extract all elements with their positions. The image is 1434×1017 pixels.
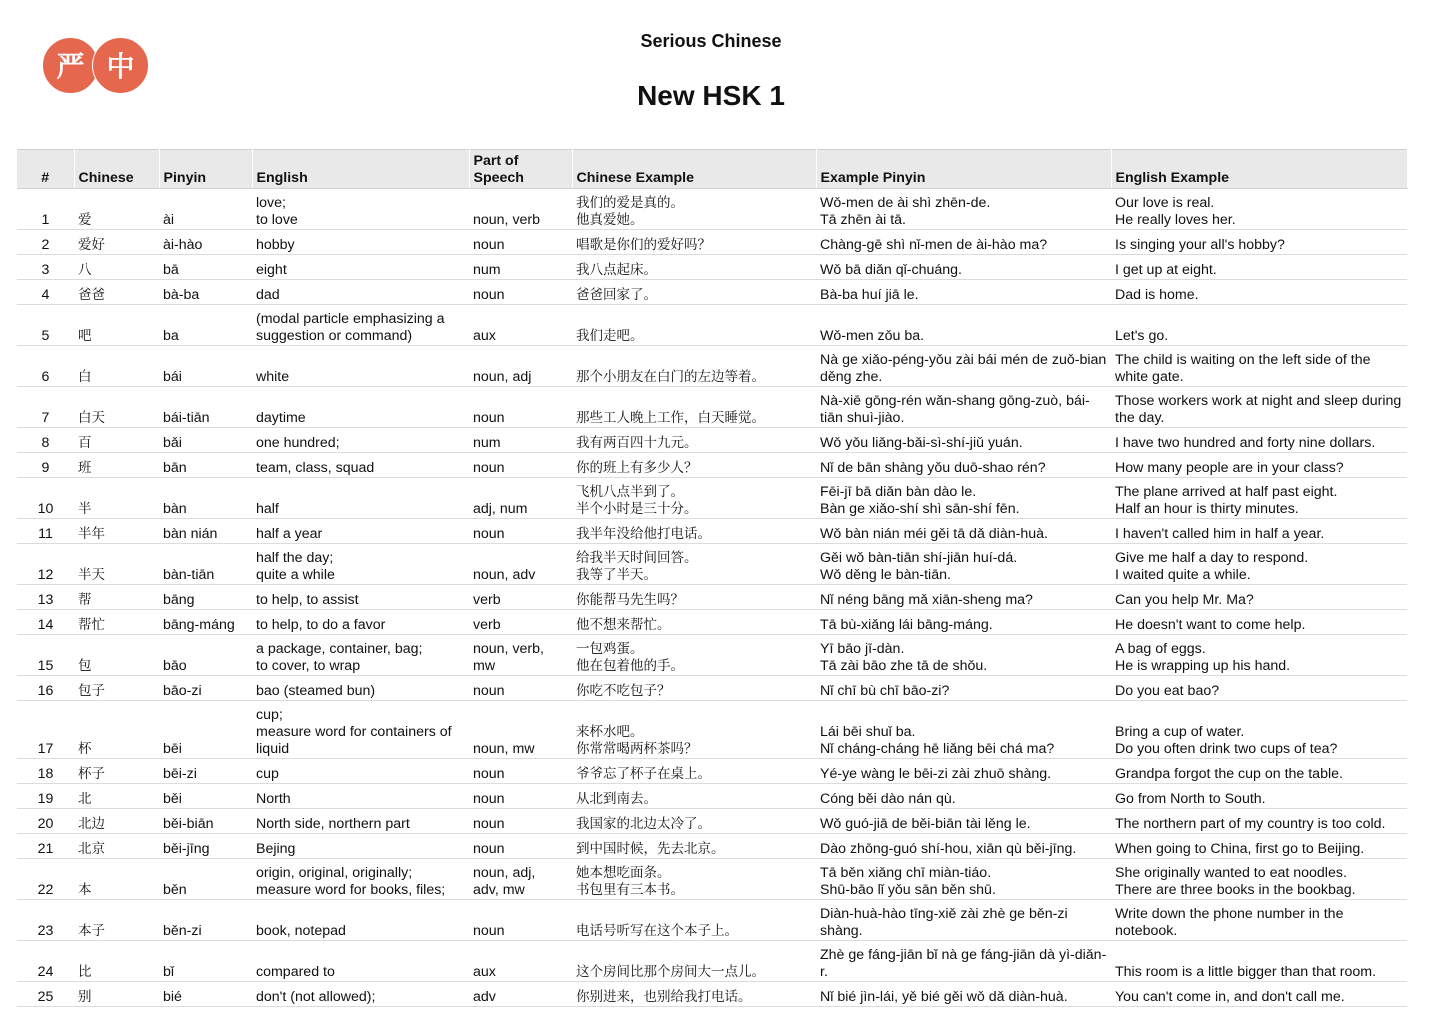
- cell-chinese: 包子: [74, 676, 159, 701]
- cell-chinese: 本子: [74, 900, 159, 941]
- table-row: [17, 230, 1407, 255]
- cell-chinese-example: 你吃不吃包子？: [572, 676, 816, 701]
- cell-pinyin: bàn: [159, 478, 252, 519]
- cell-part-of-speech: verb: [469, 585, 572, 610]
- table-row: [17, 982, 1407, 1007]
- cell-chinese: 比: [74, 941, 159, 982]
- cell-english: to help, to assist: [252, 585, 469, 610]
- cell-english: dad: [252, 280, 469, 305]
- cell-pinyin: běi-jīng: [159, 834, 252, 859]
- cell-example-pinyin: Bà-ba huí jiā le.: [816, 280, 1111, 305]
- cell-english-example: The northern part of my country is too cold.: [1111, 809, 1407, 834]
- table-row: [17, 610, 1407, 635]
- cell-number: 13: [17, 585, 74, 610]
- cell-english-example: The plane arrived at half past eight. Half an hour is thirty minutes.: [1111, 478, 1407, 519]
- cell-example-pinyin: Nà-xiē gōng-rén wǎn-shang gōng-zuò, bái-tiān shuì-jiào.: [816, 387, 1111, 428]
- cell-chinese: 爱: [74, 189, 159, 230]
- cell-english: half the day; quite a while: [252, 544, 469, 585]
- cell-english: white: [252, 346, 469, 387]
- cell-chinese: 百: [74, 428, 159, 453]
- cell-part-of-speech: noun: [469, 453, 572, 478]
- cell-pinyin: bāo: [159, 635, 252, 676]
- column-header: Chinese Example: [572, 150, 816, 189]
- cell-pinyin: bái-tiān: [159, 387, 252, 428]
- table-row: [17, 676, 1407, 701]
- cell-number: 6: [17, 346, 74, 387]
- cell-number: 21: [17, 834, 74, 859]
- cell-english-example: This room is a little bigger than that room.: [1111, 941, 1407, 982]
- cell-english-example: I haven't called him in half a year.: [1111, 519, 1407, 544]
- cell-example-pinyin: Tā běn xiǎng chī miàn-tiáo. Shū-bāo lǐ yǒu sān běn shū.: [816, 859, 1111, 900]
- table-row: [17, 428, 1407, 453]
- cell-example-pinyin: Lái bēi shuǐ ba. Nǐ cháng-cháng hē liǎng bēi chá ma?: [816, 701, 1111, 759]
- cell-english-example: Is singing your all's hobby?: [1111, 230, 1407, 255]
- cell-example-pinyin: Fēi-jī bā diǎn bàn dào le. Bàn ge xiǎo-shí shì sān-shí fēn.: [816, 478, 1111, 519]
- cell-chinese: 半: [74, 478, 159, 519]
- cell-chinese-example: 他不想来帮忙。: [572, 610, 816, 635]
- cell-part-of-speech: noun: [469, 809, 572, 834]
- cell-english-example: You can't come in, and don't call me.: [1111, 982, 1407, 1007]
- cell-english: North: [252, 784, 469, 809]
- cell-example-pinyin: Wǒ-men de ài shì zhēn-de. Tā zhēn ài tā.: [816, 189, 1111, 230]
- vocabulary-table: [17, 149, 1408, 1007]
- cell-part-of-speech: noun, adj: [469, 346, 572, 387]
- cell-example-pinyin: Cóng běi dào nán qù.: [816, 784, 1111, 809]
- cell-chinese-example: 那些工人晚上工作，白天睡觉。: [572, 387, 816, 428]
- cell-chinese-example: 从北到南去。: [572, 784, 816, 809]
- cell-english: Bejing: [252, 834, 469, 859]
- cell-chinese-example: 来杯水吧。 你常常喝两杯茶吗？: [572, 701, 816, 759]
- cell-chinese: 本: [74, 859, 159, 900]
- cell-number: 4: [17, 280, 74, 305]
- cell-chinese: 爸爸: [74, 280, 159, 305]
- cell-number: 10: [17, 478, 74, 519]
- cell-example-pinyin: Yé-ye wàng le bēi-zi zài zhuō shàng.: [816, 759, 1111, 784]
- cell-part-of-speech: verb: [469, 610, 572, 635]
- cell-part-of-speech: noun, mw: [469, 701, 572, 759]
- cell-example-pinyin: Tā bù-xiǎng lái bāng-máng.: [816, 610, 1111, 635]
- cell-number: 8: [17, 428, 74, 453]
- cell-english: eight: [252, 255, 469, 280]
- cell-example-pinyin: Diàn-huà-hào tīng-xiě zài zhè ge běn-zi shàng.: [816, 900, 1111, 941]
- cell-example-pinyin: Nǐ bié jìn-lái, yě bié gěi wǒ dǎ diàn-huà.: [816, 982, 1111, 1007]
- cell-chinese-example: 我八点起床。: [572, 255, 816, 280]
- cell-chinese-example: 一包鸡蛋。 他在包着他的手。: [572, 635, 816, 676]
- cell-english-example: Those workers work at night and sleep during the day.: [1111, 387, 1407, 428]
- cell-pinyin: bié: [159, 982, 252, 1007]
- cell-pinyin: ài-hào: [159, 230, 252, 255]
- cell-example-pinyin: Gěi wǒ bàn-tiān shí-jiān huí-dá. Wǒ děng le bàn-tiān.: [816, 544, 1111, 585]
- cell-english: North side, northern part: [252, 809, 469, 834]
- cell-pinyin: běi-biān: [159, 809, 252, 834]
- cell-part-of-speech: aux: [469, 305, 572, 346]
- cell-chinese: 班: [74, 453, 159, 478]
- cell-example-pinyin: Nǐ néng bāng mǎ xiān-sheng ma?: [816, 585, 1111, 610]
- cell-pinyin: běi: [159, 784, 252, 809]
- cell-english: half: [252, 478, 469, 519]
- cell-english-example: A bag of eggs. He is wrapping up his hand.: [1111, 635, 1407, 676]
- column-header: Chinese: [74, 150, 159, 189]
- cell-number: 16: [17, 676, 74, 701]
- table-row: [17, 519, 1407, 544]
- cell-chinese: 包: [74, 635, 159, 676]
- cell-example-pinyin: Wǒ bā diǎn qǐ-chuáng.: [816, 255, 1111, 280]
- cell-english: hobby: [252, 230, 469, 255]
- table-row: [17, 759, 1407, 784]
- cell-pinyin: ài: [159, 189, 252, 230]
- cell-english-example: Go from North to South.: [1111, 784, 1407, 809]
- cell-part-of-speech: aux: [469, 941, 572, 982]
- cell-part-of-speech: noun: [469, 387, 572, 428]
- cell-part-of-speech: adj, num: [469, 478, 572, 519]
- table-row: [17, 809, 1407, 834]
- cell-number: 2: [17, 230, 74, 255]
- cell-number: 14: [17, 610, 74, 635]
- table-row: [17, 859, 1407, 900]
- cell-pinyin: bēi: [159, 701, 252, 759]
- cell-english-example: Do you eat bao?: [1111, 676, 1407, 701]
- table-row: [17, 701, 1407, 759]
- cell-english-example: Give me half a day to respond. I waited quite a while.: [1111, 544, 1407, 585]
- table-row: [17, 280, 1407, 305]
- cell-number: 17: [17, 701, 74, 759]
- brand-name: Serious Chinese: [640, 31, 782, 51]
- cell-example-pinyin: Wǒ-men zǒu ba.: [816, 305, 1111, 346]
- column-header: #: [17, 150, 74, 189]
- cell-english: love; to love: [252, 189, 469, 230]
- cell-pinyin: běn: [159, 859, 252, 900]
- cell-chinese-example: 我国家的北边太冷了。: [572, 809, 816, 834]
- table-row: [17, 453, 1407, 478]
- cell-english: (modal particle emphasizing a suggestion or command): [252, 305, 469, 346]
- cell-english: half a year: [252, 519, 469, 544]
- cell-part-of-speech: noun: [469, 759, 572, 784]
- cell-chinese-example: 到中国时候，先去北京。: [572, 834, 816, 859]
- cell-english: daytime: [252, 387, 469, 428]
- cell-english-example: He doesn't want to come help.: [1111, 610, 1407, 635]
- table-row: [17, 784, 1407, 809]
- cell-chinese-example: 那个小朋友在白门的左边等着。: [572, 346, 816, 387]
- cell-number: 22: [17, 859, 74, 900]
- cell-english-example: She originally wanted to eat noodles. There are three books in the bookbag.: [1111, 859, 1407, 900]
- cell-part-of-speech: noun: [469, 900, 572, 941]
- cell-english: cup: [252, 759, 469, 784]
- cell-pinyin: bà-ba: [159, 280, 252, 305]
- cell-pinyin: bān: [159, 453, 252, 478]
- cell-number: 23: [17, 900, 74, 941]
- cell-example-pinyin: Nǐ chī bù chī bāo-zi?: [816, 676, 1111, 701]
- cell-chinese: 帮: [74, 585, 159, 610]
- cell-chinese: 帮忙: [74, 610, 159, 635]
- cell-chinese: 北京: [74, 834, 159, 859]
- table-row: [17, 544, 1407, 585]
- cell-chinese-example: 唱歌是你们的爱好吗？: [572, 230, 816, 255]
- table-header-row: [17, 150, 1407, 189]
- cell-chinese: 吧: [74, 305, 159, 346]
- logo-circle-2: 中: [92, 37, 149, 94]
- cell-number: 9: [17, 453, 74, 478]
- page-title: New HSK 1: [637, 80, 785, 111]
- column-header: Example Pinyin: [816, 150, 1111, 189]
- cell-pinyin: bàn nián: [159, 519, 252, 544]
- cell-part-of-speech: noun: [469, 676, 572, 701]
- table-row: [17, 834, 1407, 859]
- cell-number: 3: [17, 255, 74, 280]
- cell-number: 25: [17, 982, 74, 1007]
- cell-english-example: When going to China, first go to Beijing.: [1111, 834, 1407, 859]
- cell-chinese: 杯子: [74, 759, 159, 784]
- cell-example-pinyin: Wǒ bàn nián méi gěi tā dǎ diàn-huà.: [816, 519, 1111, 544]
- cell-chinese-example: 你的班上有多少人？: [572, 453, 816, 478]
- cell-english-example: Our love is real. He really loves her.: [1111, 189, 1407, 230]
- cell-chinese: 半天: [74, 544, 159, 585]
- column-header: Part of Speech: [469, 150, 572, 189]
- cell-part-of-speech: noun: [469, 784, 572, 809]
- cell-example-pinyin: Wǒ yǒu liǎng-bǎi-sì-shí-jiǔ yuán.: [816, 428, 1111, 453]
- cell-english-example: Bring a cup of water. Do you often drink two cups of tea?: [1111, 701, 1407, 759]
- table-row: [17, 346, 1407, 387]
- cell-example-pinyin: Wǒ guó-jiā de běi-biān tài lěng le.: [816, 809, 1111, 834]
- cell-chinese: 杯: [74, 701, 159, 759]
- cell-example-pinyin: Zhè ge fáng-jiān bǐ nà ge fáng-jiān dà yì-diǎn-r.: [816, 941, 1111, 982]
- cell-number: 24: [17, 941, 74, 982]
- cell-english: cup; measure word for containers of liquid: [252, 701, 469, 759]
- cell-part-of-speech: noun, verb, mw: [469, 635, 572, 676]
- cell-pinyin: bàn-tiān: [159, 544, 252, 585]
- cell-english: team, class, squad: [252, 453, 469, 478]
- cell-part-of-speech: noun: [469, 834, 572, 859]
- cell-number: 20: [17, 809, 74, 834]
- cell-number: 5: [17, 305, 74, 346]
- cell-english-example: Can you help Mr. Ma?: [1111, 585, 1407, 610]
- cell-number: 15: [17, 635, 74, 676]
- cell-example-pinyin: Nà ge xiǎo-péng-yǒu zài bái mén de zuǒ-bian děng zhe.: [816, 346, 1111, 387]
- cell-chinese: 北: [74, 784, 159, 809]
- cell-english-example: Write down the phone number in the notebook.: [1111, 900, 1407, 941]
- cell-chinese-example: 爸爸回家了。: [572, 280, 816, 305]
- cell-chinese-example: 我们的爱是真的。 他真爱她。: [572, 189, 816, 230]
- cell-part-of-speech: num: [469, 255, 572, 280]
- cell-chinese-example: 我们走吧。: [572, 305, 816, 346]
- cell-number: 7: [17, 387, 74, 428]
- cell-number: 11: [17, 519, 74, 544]
- cell-pinyin: bēi-zi: [159, 759, 252, 784]
- cell-chinese-example: 爷爷忘了杯子在桌上。: [572, 759, 816, 784]
- table-row: [17, 941, 1407, 982]
- cell-chinese-example: 飞机八点半到了。 半个小时是三十分。: [572, 478, 816, 519]
- cell-example-pinyin: Yī bāo jī-dàn. Tā zài bāo zhe tā de shǒu.: [816, 635, 1111, 676]
- cell-chinese: 白: [74, 346, 159, 387]
- cell-pinyin: bāng-máng: [159, 610, 252, 635]
- cell-number: 12: [17, 544, 74, 585]
- cell-pinyin: ba: [159, 305, 252, 346]
- cell-english-example: The child is waiting on the left side of the white gate.: [1111, 346, 1407, 387]
- cell-english-example: Let's go.: [1111, 305, 1407, 346]
- cell-english: bao (steamed bun): [252, 676, 469, 701]
- cell-english-example: How many people are in your class?: [1111, 453, 1407, 478]
- cell-chinese-example: 她本想吃面条。 书包里有三本书。: [572, 859, 816, 900]
- logo-circle-1: 严: [42, 37, 99, 94]
- column-header: English: [252, 150, 469, 189]
- table-row: [17, 305, 1407, 346]
- cell-pinyin: bǎi: [159, 428, 252, 453]
- cell-example-pinyin: Chàng-gē shì nǐ-men de ài-hào ma?: [816, 230, 1111, 255]
- cell-english: compared to: [252, 941, 469, 982]
- cell-part-of-speech: noun: [469, 519, 572, 544]
- cell-pinyin: bāng: [159, 585, 252, 610]
- cell-english: don't (not allowed);: [252, 982, 469, 1007]
- cell-pinyin: bāo-zi: [159, 676, 252, 701]
- cell-chinese: 白天: [74, 387, 159, 428]
- cell-part-of-speech: adv: [469, 982, 572, 1007]
- cell-chinese-example: 我半年没给他打电话。: [572, 519, 816, 544]
- cell-chinese-example: 我有两百四十九元。: [572, 428, 816, 453]
- table-row: [17, 585, 1407, 610]
- cell-chinese-example: 电话号听写在这个本子上。: [572, 900, 816, 941]
- cell-english-example: Dad is home.: [1111, 280, 1407, 305]
- cell-pinyin: bā: [159, 255, 252, 280]
- cell-part-of-speech: noun: [469, 230, 572, 255]
- cell-chinese-example: 你能帮马先生吗？: [572, 585, 816, 610]
- table-row: [17, 189, 1407, 230]
- cell-pinyin: bǐ: [159, 941, 252, 982]
- cell-example-pinyin: Nǐ de bān shàng yǒu duō-shao rén?: [816, 453, 1111, 478]
- cell-chinese: 爱好: [74, 230, 159, 255]
- cell-number: 1: [17, 189, 74, 230]
- table-row: [17, 635, 1407, 676]
- cell-english-example: I have two hundred and forty nine dollars.: [1111, 428, 1407, 453]
- cell-english: book, notepad: [252, 900, 469, 941]
- cell-chinese: 半年: [74, 519, 159, 544]
- cell-pinyin: běn-zi: [159, 900, 252, 941]
- cell-english-example: Grandpa forgot the cup on the table.: [1111, 759, 1407, 784]
- cell-pinyin: bái: [159, 346, 252, 387]
- cell-part-of-speech: noun, verb: [469, 189, 572, 230]
- table-row: [17, 255, 1407, 280]
- table-row: [17, 387, 1407, 428]
- cell-english: origin, original, originally; measure word for books, files;: [252, 859, 469, 900]
- cell-part-of-speech: noun, adj, adv, mw: [469, 859, 572, 900]
- column-header: Pinyin: [159, 150, 252, 189]
- table-row: [17, 900, 1407, 941]
- cell-number: 19: [17, 784, 74, 809]
- cell-chinese-example: 这个房间比那个房间大一点儿。: [572, 941, 816, 982]
- table-row: [17, 478, 1407, 519]
- cell-english: one hundred;: [252, 428, 469, 453]
- cell-part-of-speech: noun: [469, 280, 572, 305]
- cell-part-of-speech: noun, adv: [469, 544, 572, 585]
- cell-chinese-example: 你别进来，也别给我打电话。: [572, 982, 816, 1007]
- column-header: English Example: [1111, 150, 1407, 189]
- cell-part-of-speech: num: [469, 428, 572, 453]
- cell-chinese-example: 给我半天时间回答。 我等了半天。: [572, 544, 816, 585]
- cell-chinese: 八: [74, 255, 159, 280]
- cell-english-example: I get up at eight.: [1111, 255, 1407, 280]
- cell-example-pinyin: Dào zhōng-guó shí-hou, xiān qù běi-jīng.: [816, 834, 1111, 859]
- cell-english: to help, to do a favor: [252, 610, 469, 635]
- cell-number: 18: [17, 759, 74, 784]
- cell-chinese: 别: [74, 982, 159, 1007]
- cell-english: a package, container, bag; to cover, to wrap: [252, 635, 469, 676]
- cell-chinese: 北边: [74, 809, 159, 834]
